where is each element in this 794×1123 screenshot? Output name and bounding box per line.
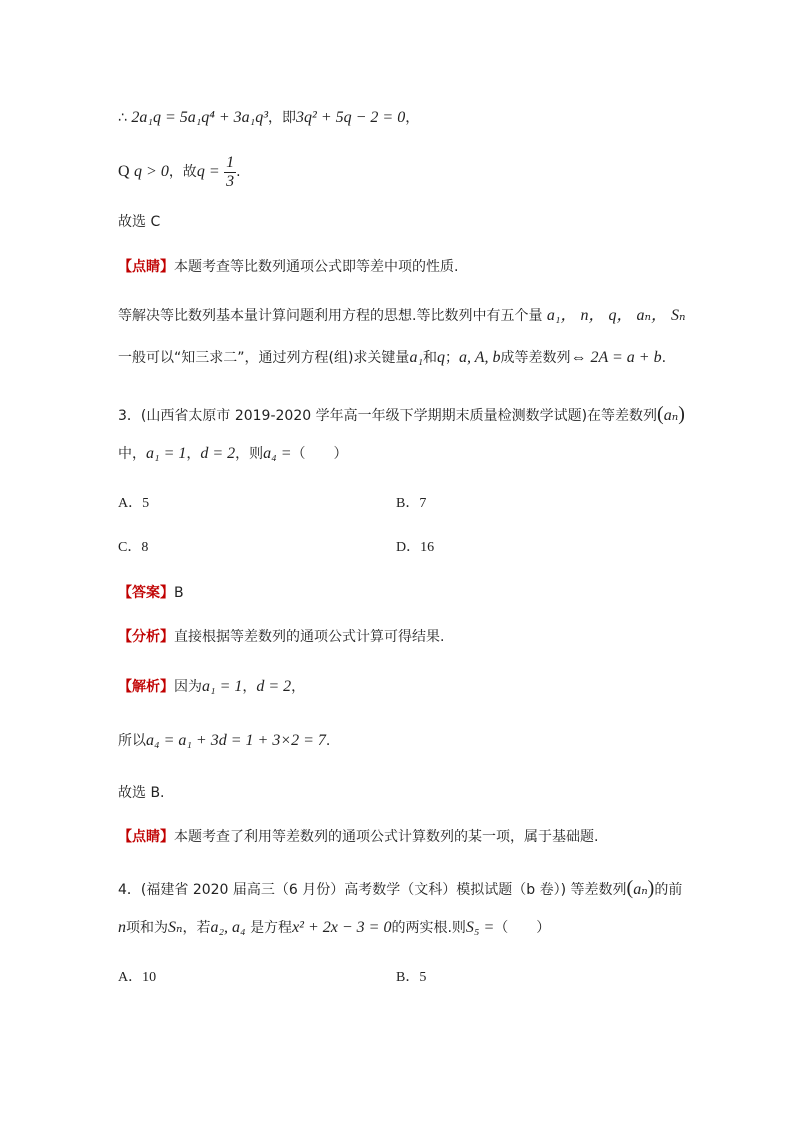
text-fragment: .: [661, 350, 667, 366]
section-tag: 【答案】: [118, 585, 174, 601]
option-a: A．5: [118, 496, 150, 511]
fraction: [224, 154, 236, 191]
because-symbol: Q: [118, 163, 130, 180]
section-text: 本题考查了利用等差数列的通项公式计算数列的某一项，属于基础题.: [174, 829, 599, 845]
text-fragment: ，即: [268, 110, 297, 126]
brace-left: (: [657, 403, 664, 425]
variable: Sₙ: [168, 919, 183, 936]
text-fragment: ，则: [235, 446, 264, 462]
derivation-line-2: [118, 152, 241, 192]
sequence-symbol: aₙ: [663, 407, 679, 424]
text-fragment: ，: [242, 679, 257, 695]
brace-left: (: [626, 877, 634, 899]
text-fragment: ，若: [182, 920, 211, 936]
brace-right: ): [647, 877, 655, 899]
text-fragment: 等解决等比数列基本量计算问题利用方程的思想.等比数列中有五个量: [118, 308, 543, 324]
option-b: B．7: [396, 496, 427, 511]
text-fragment: 一般可以“知三求二”，通过列方程(组)求关键量: [118, 350, 410, 366]
solution-line-1: [118, 677, 305, 697]
variable-list: a₂, a₄: [210, 919, 246, 936]
fraction-numerator: 1: [226, 153, 235, 171]
equation: a₄ =: [263, 445, 292, 462]
section-tag: 【点睛】: [118, 829, 174, 845]
choose-line: 故选 C: [118, 214, 161, 230]
text-fragment: ，: [405, 110, 420, 126]
text-fragment: ；: [445, 350, 459, 366]
text-fragment: 的前: [654, 882, 683, 898]
equation: 3q² + 5q − 2 = 0: [296, 109, 406, 126]
brace-right: ): [678, 403, 685, 425]
option-b: B．5: [396, 970, 427, 985]
equation: ⇔ 2A = a + b: [570, 349, 662, 366]
option-c: C．8: [118, 540, 149, 555]
equation: d = 2: [256, 678, 292, 695]
question-stem: 3．(山西省太原市 2019-2020 学年高一年级下学期期末质量检测数学试题)在等差数列: [118, 408, 658, 424]
solution-line-2: [118, 731, 330, 751]
text-fragment: 和: [423, 350, 437, 366]
section-text: 本题考查等比数列通项公式即等差中项的性质.: [174, 259, 459, 275]
answer-value: B: [174, 585, 184, 601]
equation: a₁ = 1: [202, 678, 243, 695]
variable: n: [118, 919, 126, 936]
equation: 2a₁q = 5a₁q⁴ + 3a₁q³: [131, 109, 269, 126]
variable-list: a, A, b: [459, 349, 501, 366]
question-3-stem-line-1: [118, 404, 685, 426]
variable-list: a₁， n， q， aₙ， Sₙ: [546, 307, 686, 324]
section-tag: 【解析】: [118, 679, 174, 695]
equation: x² + 2x − 3 = 0: [292, 919, 392, 936]
option-d: D．16: [396, 540, 435, 555]
sequence-symbol: aₙ: [633, 881, 648, 898]
variable: q: [437, 349, 445, 366]
section-tag: 【点睛】: [118, 259, 174, 275]
question-3-stem-line-2: [118, 444, 348, 464]
question-4-stem-line-2: [118, 918, 550, 938]
dianjing-paragraph-1: [118, 257, 458, 277]
text-fragment: 是方程: [250, 920, 293, 936]
equation: q =: [196, 163, 220, 180]
equation: d = 2: [200, 445, 236, 462]
therefore-symbol: ∴: [118, 110, 127, 126]
text-fragment: 因为: [174, 679, 202, 695]
question-4-stem-line-1: [118, 878, 682, 900]
variable: a₁: [409, 349, 423, 366]
text-fragment: ，故: [168, 164, 197, 180]
fraction-denominator: 3: [226, 172, 235, 190]
text-fragment: 的两实根.则: [391, 920, 466, 936]
text-fragment: ，: [291, 679, 306, 695]
question-stem: 4．(福建省 2020 届高三（6 月份）高考数学（文科）模拟试题（b 卷）) 等差数列: [118, 882, 627, 898]
method-line-1: [118, 306, 685, 326]
dianjing-paragraph-2: [118, 827, 598, 847]
text-fragment: 所以: [118, 733, 146, 749]
text-fragment: 成等差数列: [500, 350, 571, 366]
choose-line-q3: 故选 B.: [118, 785, 165, 801]
equation: a₄ = a₁ + 3d = 1 + 3×2 = 7: [146, 732, 326, 749]
option-a: A．10: [118, 970, 157, 985]
method-line-2: [118, 348, 666, 368]
answer-blank: （ ）: [494, 920, 551, 936]
text-fragment: .: [325, 733, 331, 749]
answer-blank: （ ）: [291, 446, 348, 462]
derivation-line-1: [118, 108, 419, 128]
text-fragment: 中，: [118, 446, 146, 462]
answer-line: [118, 583, 184, 603]
equation: a₁ = 1: [146, 445, 187, 462]
analysis-line: [118, 627, 444, 647]
section-tag: 【分析】: [118, 629, 174, 645]
text-fragment: .: [236, 164, 241, 180]
condition: q > 0: [134, 163, 169, 180]
text-fragment: ，: [186, 446, 201, 462]
text-fragment: 项和为: [126, 920, 168, 936]
section-text: 直接根据等差数列的通项公式计算可得结果.: [174, 629, 445, 645]
equation: S₅ =: [465, 919, 495, 936]
